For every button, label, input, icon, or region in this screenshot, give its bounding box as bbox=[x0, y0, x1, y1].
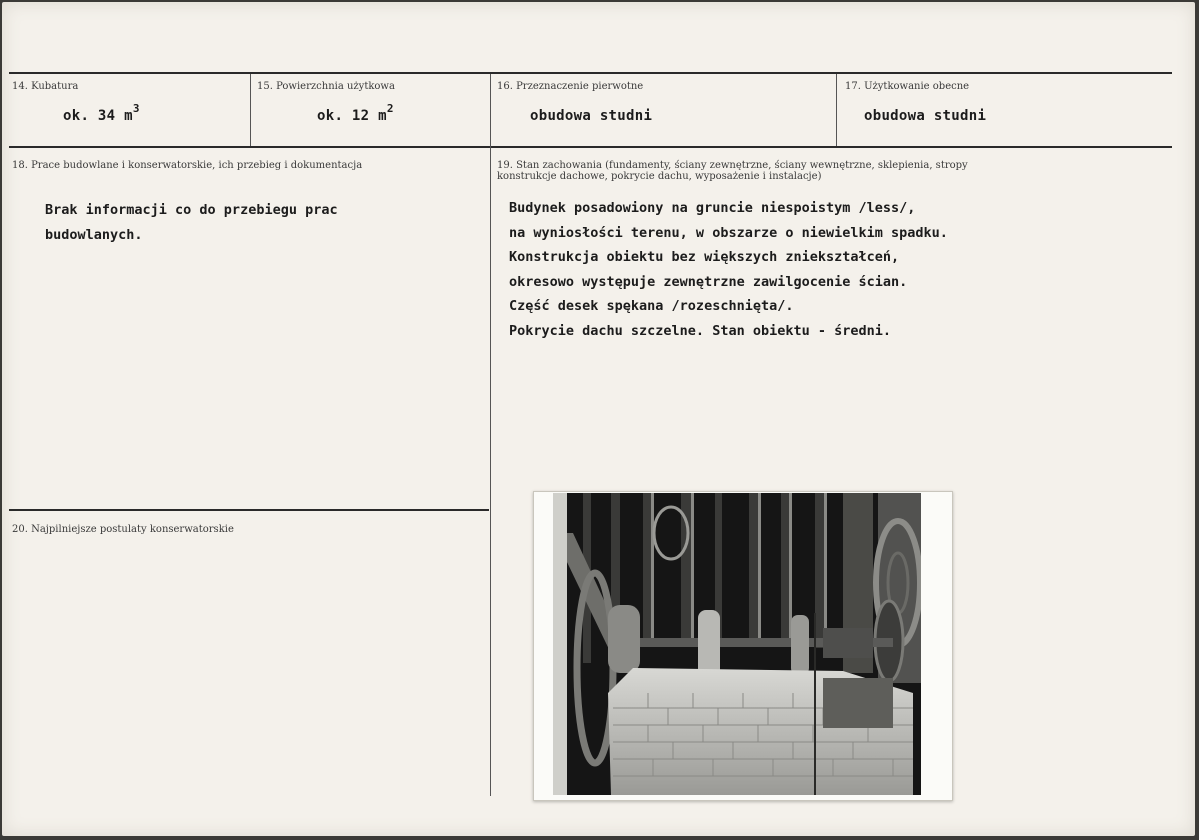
rule-middle bbox=[9, 146, 1172, 148]
field-value-original-purpose: obudowa studni bbox=[530, 108, 653, 124]
photo-illustration bbox=[553, 493, 921, 795]
area-value: ok. 12 m bbox=[317, 108, 387, 124]
field-label-area: 15. Powierzchnia użytkowa bbox=[257, 81, 395, 92]
condition-line: Konstrukcja obiektu bez większych zniekształceń, bbox=[509, 249, 900, 265]
field-label-cubature: 14. Kubatura bbox=[12, 81, 79, 92]
section-text-works bbox=[45, 198, 338, 247]
cubature-value: ok. 34 m bbox=[63, 108, 133, 124]
field-value-current-use: obudowa studni bbox=[864, 108, 987, 124]
field-value-cubature bbox=[63, 102, 140, 124]
field-value-area bbox=[317, 102, 394, 124]
divider-16-17 bbox=[836, 74, 837, 146]
section-label-postulates: 20. Najpilniejsze postulaty konserwatorskie bbox=[12, 524, 234, 535]
divider-14-15 bbox=[250, 74, 251, 146]
condition-line: Część desek spękana /rozeschnięta/. bbox=[509, 298, 794, 314]
divider-main bbox=[490, 74, 491, 796]
rule-section-20 bbox=[9, 509, 489, 511]
section-label-condition: 19. Stan zachowania (fundamenty, ściany zewnętrzne, ściany wewnętrzne, sklepienia, stropy konstrukcje dachowe, pokrycie dachu, wyposażenie i instalacje) bbox=[497, 160, 968, 182]
condition-line: okresowo występuje zewnętrzne zawilgocenie ścian. bbox=[509, 273, 908, 290]
area-exponent: 2 bbox=[386, 102, 394, 116]
condition-line: Pokrycie dachu szczelne. Stan obiektu - średni. bbox=[509, 322, 892, 339]
condition-line: na wyniosłości terenu, w obszarze o niewielkim spadku. bbox=[509, 224, 948, 241]
field-label-original-purpose: 16. Przeznaczenie pierwotne bbox=[497, 81, 644, 92]
section-label-works: 18. Prace budowlane i konserwatorskie, ich przebieg i dokumentacja bbox=[12, 160, 363, 171]
works-line: Brak informacji co do przebiegu prac bbox=[45, 202, 338, 218]
rule-top bbox=[9, 72, 1172, 74]
field-label-current-use: 17. Użytkowanie obecne bbox=[845, 81, 970, 92]
condition-line: Budynek posadowiony na gruncie niespoistym /less/, bbox=[509, 200, 916, 216]
works-line: budowlanych. bbox=[45, 226, 143, 243]
section-text-condition bbox=[509, 196, 948, 343]
well-mechanism-photo bbox=[553, 493, 921, 795]
cubature-exponent: 3 bbox=[132, 102, 140, 116]
